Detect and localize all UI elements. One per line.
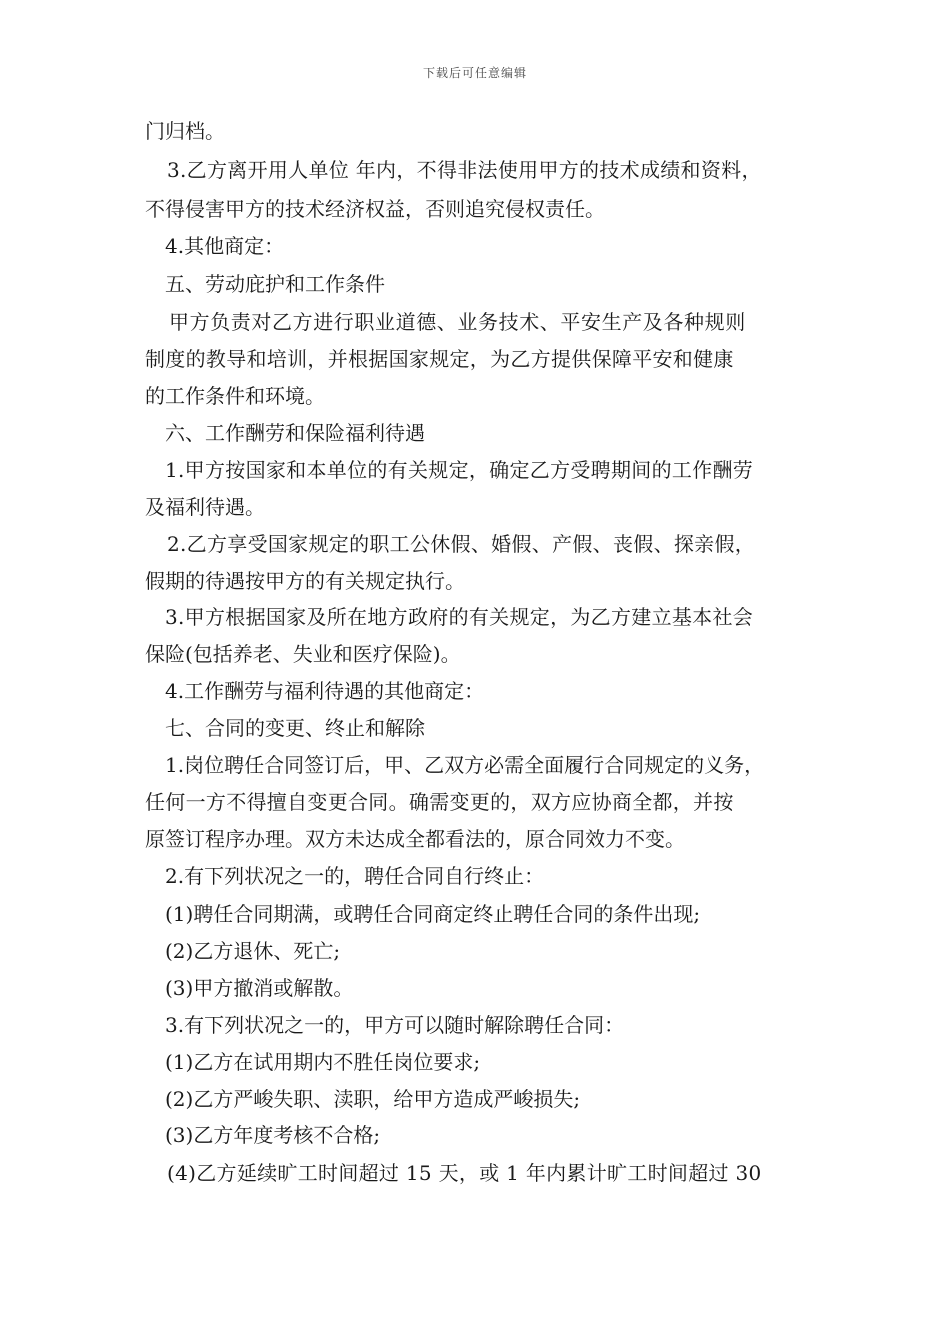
- paragraph-line: 4.工作酬劳与福利待遇的其他商定：: [165, 679, 485, 703]
- paragraph-line: 制度的教导和培训，并根据国家规定，为乙方提供保障平安和健康: [145, 347, 734, 371]
- list-item: (2)乙方退休、死亡;: [165, 939, 341, 963]
- paragraph-line: 的工作条件和环境。: [145, 384, 325, 408]
- paragraph-line: 不得侵害甲方的技术经济权益，否则追究侵权责任。: [145, 197, 605, 221]
- paragraph-line: 保险(包括养老、失业和医疗保险)。: [145, 642, 461, 666]
- list-item: (4)乙方延续旷工时间超过 15 天，或 1 年内累计旷工时间超过 30: [167, 1161, 762, 1185]
- list-item: (3)乙方年度考核不合格;: [165, 1123, 381, 1147]
- paragraph-line: 3.有下列状况之一的，甲方可以随时解除聘任合同：: [165, 1013, 625, 1037]
- paragraph-line: 1.甲方按国家和本单位的有关规定，确定乙方受聘期间的工作酬劳: [165, 458, 754, 482]
- page-header: 下载后可任意编辑: [422, 66, 527, 80]
- paragraph-line: 甲方负责对乙方进行职业道德、业务技术、平安生产及各种规则: [169, 310, 746, 334]
- paragraph-line: 门归档。: [145, 119, 225, 143]
- paragraph-line: 4.其他商定：: [165, 234, 285, 258]
- paragraph-line: 2.有下列状况之一的，聘任合同自行终止：: [165, 864, 545, 888]
- paragraph-line: 及福利待遇。: [145, 495, 265, 519]
- section-heading: 五、劳动庇护和工作条件: [165, 272, 385, 296]
- paragraph-line: 1.岗位聘任合同签订后，甲、乙双方必需全面履行合同规定的义务，: [165, 753, 765, 777]
- paragraph-line: 假期的待遇按甲方的有关规定执行。: [145, 569, 465, 593]
- paragraph-line: 原签订程序办理。双方未达成全都看法的，原合同效力不变。: [145, 827, 685, 851]
- paragraph-line: 2.乙方享受国家规定的职工公休假、婚假、产假、丧假、探亲假，: [167, 532, 756, 556]
- paragraph-line: 3.乙方离开用人单位 年内，不得非法使用甲方的技术成绩和资料，: [167, 158, 762, 182]
- list-item: (1)聘任合同期满，或聘任合同商定终止聘任合同的条件出现;: [165, 902, 701, 926]
- list-item: (2)乙方严峻失职、渎职，给甲方造成严峻损失;: [165, 1087, 581, 1111]
- section-heading: 七、合同的变更、终止和解除: [165, 716, 425, 740]
- paragraph-line: 3.甲方根据国家及所在地方政府的有关规定，为乙方建立基本社会: [165, 605, 754, 629]
- section-heading: 六、工作酬劳和保险福利待遇: [165, 421, 425, 445]
- list-item: (3)甲方撤消或解散。: [165, 976, 354, 1000]
- list-item: (1)乙方在试用期内不胜任岗位要求;: [165, 1050, 481, 1074]
- paragraph-line: 任何一方不得擅自变更合同。确需变更的，双方应协商全都，并按: [145, 790, 734, 814]
